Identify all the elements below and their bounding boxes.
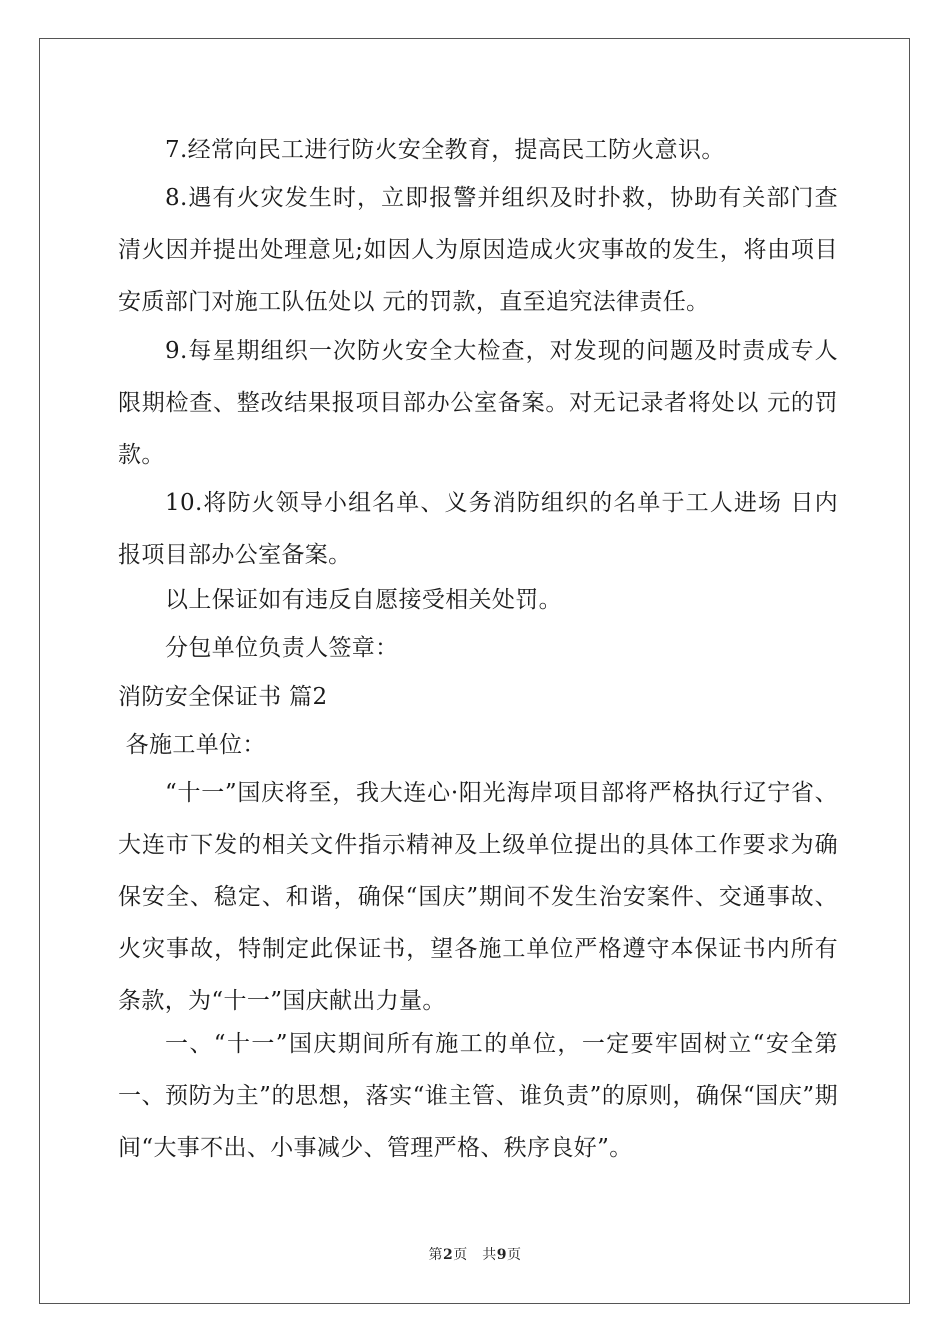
footer-mid: 页 共 bbox=[453, 1247, 497, 1263]
paragraph-item-9: 9.每星期组织一次防火安全大检查，对发现的问题及时责成专人限期检查、整改结果报项目部办公室备案。对无记录者将处以 元的罚款。 bbox=[118, 338, 838, 468]
page-footer bbox=[0, 1244, 950, 1264]
paragraph-item-7: 7.经常向民工进行防火安全教育，提高民工防火意识。 bbox=[165, 137, 725, 163]
paragraph-intro: “十一”国庆将至，我大连心·阳光海岸项目部将严格执行辽宁省、大连市下发的相关文件指示精神及上级单位提出的具体工作要求为确保安全、稳定、和谐，确保“国庆”期间不发生治安案件、交通事故、火灾事故，特制定此保证书，望各施工单位严格遵守本保证书内所有条款，为“十一”国庆献出力量。 bbox=[118, 780, 838, 1014]
footer-prefix: 第 bbox=[428, 1247, 443, 1263]
paragraph-item-8: 8.遇有火灾发生时，立即报警并组织及时扑救，协助有关部门查清火因并提出处理意见;如因人为原因造成火灾事故的发生，将由项目安质部门对施工队伍处以 元的罚款，直至追究法律责任。 bbox=[118, 185, 838, 315]
section-heading: 消防安全保证书 篇2 bbox=[118, 684, 328, 710]
footer-page-current: 2 bbox=[443, 1247, 454, 1263]
footer-page-total: 9 bbox=[496, 1247, 507, 1263]
salutation: 各施工单位： bbox=[118, 732, 266, 758]
paragraph-item-10: 10.将防火领导小组名单、义务消防组织的名单于工人进场 日内报项目部办公室备案。 bbox=[118, 490, 838, 568]
paragraph-signature: 分包单位负责人签章： bbox=[165, 635, 399, 661]
paragraph-guarantee: 以上保证如有违反自愿接受相关处罚。 bbox=[165, 587, 562, 613]
paragraph-item-one: 一、“十一”国庆期间所有施工的单位，一定要牢固树立“安全第一、预防为主”的思想，落实“谁主管、谁负责”的原则，确保“国庆”期间“大事不出、小事减少、管理严格、秩序良好”。 bbox=[118, 1031, 838, 1161]
footer-suffix: 页 bbox=[507, 1247, 522, 1263]
